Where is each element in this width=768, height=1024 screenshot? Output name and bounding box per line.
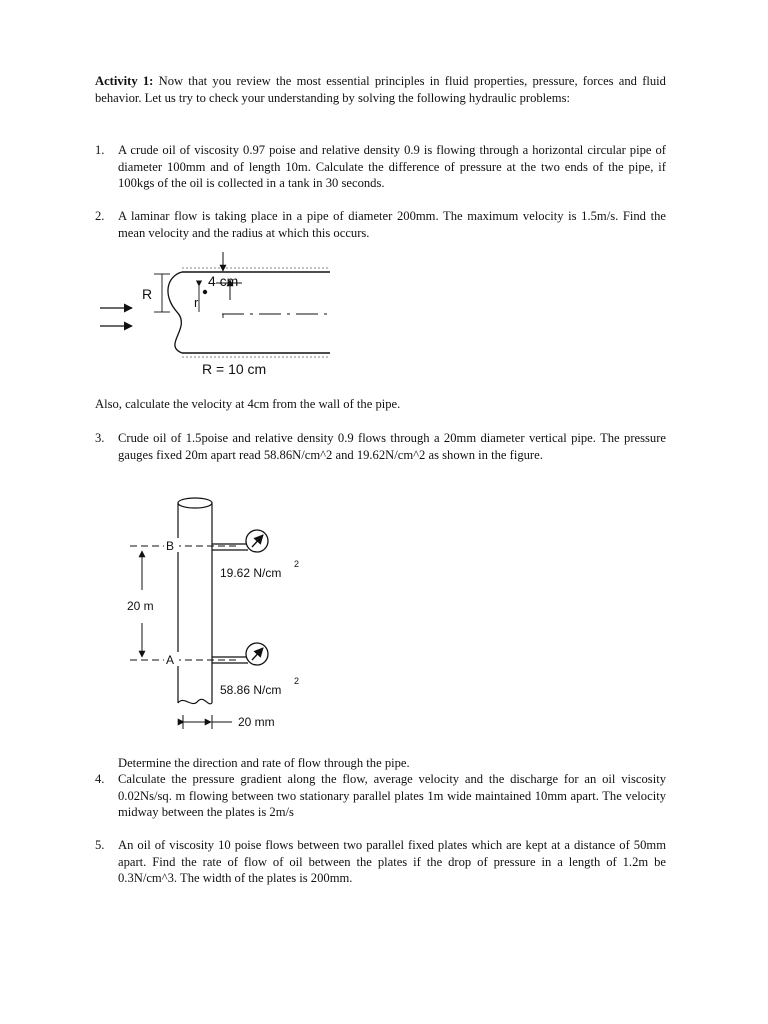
problem-5 (95, 837, 666, 887)
label-20m: 20 m (127, 599, 154, 613)
problem-text: Crude oil of 1.5poise and relative density 0.9 flows through a 20mm diameter vertical pipe. The pressure gauges fixed 20m apart read 58.86N/cm^2 and 19.62N/cm^2 as shown in the figure. (118, 431, 666, 462)
figure-pipe-velocity-profile (92, 250, 342, 380)
gauge-top-reading: 19.62 N/cm (220, 566, 282, 580)
gauge-top-superscript: 2 (294, 559, 300, 569)
activity-intro (95, 73, 666, 106)
activity-label: Activity 1: (95, 74, 154, 88)
vertical-pipe (178, 498, 212, 704)
problem-number: 2. (95, 209, 105, 223)
note-after-figure-1: Also, calculate the velocity at 4cm from the wall of the pipe. (95, 397, 401, 411)
gauge-bottom-reading: 58.86 N/cm (220, 683, 282, 697)
gauge-B-connection (212, 544, 248, 550)
velocity-profile-curve (168, 272, 182, 353)
problem-2 (95, 208, 666, 241)
point-marker (203, 290, 207, 294)
gauge-dial-top-icon (246, 530, 268, 552)
label-20mm: 20 mm (238, 715, 275, 729)
pipe-bottom-wall (182, 353, 330, 357)
problem-number: 4. (95, 772, 105, 786)
activity-intro-text: Now that you review the most essential principles in fluid properties, pressure, forces and fluid behavior. Let us try to check your understanding by solving the following hydraulic problems: (95, 74, 666, 105)
label-R10: R = 10 cm (202, 361, 267, 377)
problem-1 (95, 142, 666, 192)
problem-number: 5. (95, 838, 105, 852)
problem-text: A laminar flow is taking place in a pipe of diameter 200mm. The maximum velocity is 1.5m/s. Find the mean velocity and the radius at which this occurs. (118, 209, 666, 240)
label-A: A (166, 653, 175, 667)
problem-3 (95, 430, 666, 463)
label-r: r (194, 295, 199, 310)
label-4cm: 4 cm (208, 273, 239, 289)
pipe-top-wall (182, 268, 330, 272)
problem-number: 3. (95, 431, 105, 445)
label-R: R (142, 286, 153, 302)
gauge-dial-bottom-icon (246, 643, 268, 665)
label-B: B (166, 539, 175, 553)
problem-4 (95, 771, 666, 821)
problem-number: 1. (95, 143, 105, 157)
problem-text: Calculate the pressure gradient along the flow, average velocity and the discharge for an oil viscosity 0.02Ns/sq. m flowing between two stationary parallel plates 1m wide maintained 10mm apart. The velocity midway between the plates is 2m/s (118, 772, 666, 819)
figure-vertical-pipe-gauges (120, 495, 320, 735)
problem-text: An oil of viscosity 10 poise flows between two parallel fixed plates which are kept at a distance of 50mm apart. Find the rate of flow of oil between the plates if the drop of pressure in a length of 1.2m be 0.3N/cm^3. The width of the plates is 200mm. (118, 838, 666, 885)
note-after-figure-2: Determine the direction and rate of flow through the pipe. (118, 756, 410, 770)
gauge-bottom-superscript: 2 (294, 676, 300, 686)
problem-text: A crude oil of viscosity 0.97 poise and relative density 0.9 is flowing through a horizontal circular pipe of diameter 100mm and of length 10m. Calculate the difference of pressure at the two ends of the pipe, if 100kgs of the oil is collected in a tank in 30 seconds. (118, 143, 666, 190)
